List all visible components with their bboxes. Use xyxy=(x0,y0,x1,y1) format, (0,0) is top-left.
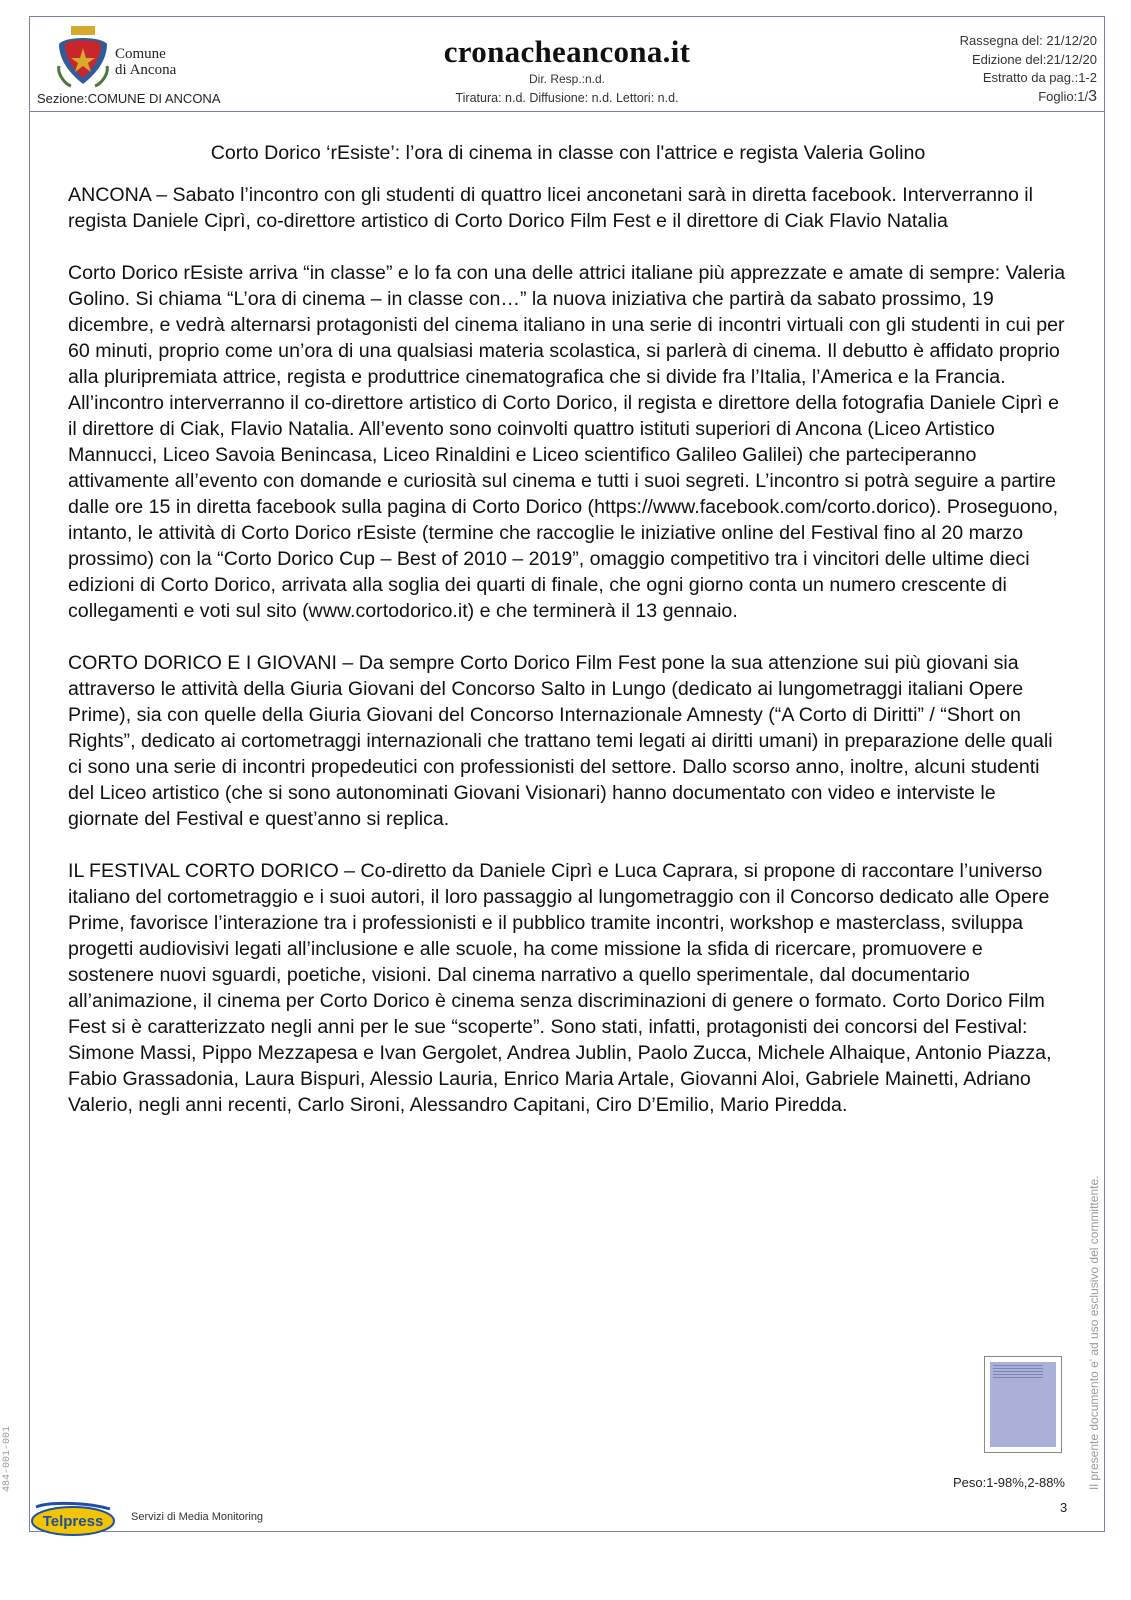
page-number: 3 xyxy=(1060,1500,1068,1515)
estratto-pages: Estratto da pag.:1-2 xyxy=(982,70,1097,85)
dir-resp: Dir. Resp.:n.d. xyxy=(528,72,606,86)
rassegna-date: Rassegna del: 21/12/20 xyxy=(959,33,1097,48)
foglio-count xyxy=(960,88,1097,107)
sezione-label: Sezione:COMUNE DI ANCONA xyxy=(37,91,221,106)
press-review-meta xyxy=(960,32,1097,106)
article-body xyxy=(68,140,1068,1144)
article-title: Corto Dorico ‘rEsiste’: l’ora di cinema in classe con l'attrice e regista Valeria Golino xyxy=(210,142,926,164)
comune-line-2: di Ancona xyxy=(115,62,177,78)
article-paragraph-1: ANCONA – Sabato l’incontro con gli studenti di quattro licei anconetani sarà in diretta facebook. Interverranno il regista Daniele Ciprì, co-direttore artistico di Corto Dorico Film Fest e il direttore di Ciak Flavio Natalia xyxy=(68,184,1033,232)
article-paragraph-3: CORTO DORICO E I GIOVANI – Da sempre Corto Dorico Film Fest pone la sua attenzione sui più giovani sia attraverso le attività della Giuria Giovani del Concorso Salto in Lungo (dedicato ai lungometraggi italiani Opere Prime), sia con quelle della Giuria Giovani del Concorso Internazionale Amnesty (“A Corto di Diritti” / “Short on Rights”, dedicato ai cortometraggi internazionali che trattano temi legati ai diritti umani) in preparazione delle quali ci sono una serie di incontri propedeutici con professionisti del settore. Dallo scorso anno, inoltre, alcuni studenti del Liceo artistico (che si sono autonominati Giovani Visionari) hanno documentato con video e interviste le giornate del Festival e quest’anno si replica. xyxy=(68,652,1053,830)
usage-note: Il presente documento e' ad uso esclusivo del committente. xyxy=(1087,1175,1101,1490)
telpress-logo xyxy=(30,1501,116,1537)
peso-label: Peso:1-98%,2-88% xyxy=(952,1475,1065,1490)
foglio-total: 3 xyxy=(1088,87,1097,105)
masthead-title: cronacheancona.it xyxy=(443,34,691,69)
foglio-label: Foglio:1/ xyxy=(1038,88,1089,104)
document-code: 484-001-001 xyxy=(2,1425,13,1492)
page-thumbnail-icon xyxy=(984,1356,1062,1453)
article-paragraph-2: Corto Dorico rEsiste arriva “in classe” e lo fa con una delle attrici italiane più apprezzate e amate di sempre: Valeria Golino. Si chiama “L’ora di cinema – in classe con…” la nuova iniziativa che partirà da sabato prossimo, 19 dicembre, e vedrà alternarsi protagonisti del cinema italiano in una serie di incontri virtuali con gli studenti in cui per 60 minuti, proprio come un’ora di una qualsiasi materia scolastica, si parlerà di cinema. Il debutto è affidato proprio alla pluripremiata attrice, regista e produttrice cinematografica che si divide fra l’Italia, l’America e la Francia. All’incontro interverranno il co-direttore artistico di Corto Dorico, il regista e direttore della fotografia Daniele Ciprì e il direttore di Ciak, Flavio Natalia. All’evento sono coinvolti quattro istituti superiori di Ancona (Liceo Artistico Mannucci, Liceo Savoia Benincasa, Liceo Rinaldini e Liceo scientifico Galileo Galilei) che parteciperanno attivamente all’evento con domande e curiosità sul cinema e tutti i suoi segreti. L’incontro si potrà seguire a partire dalle ore 15 in diretta facebook sulla pagina di Corto Dorico (https://www.facebook.com/corto.dorico). Proseguono, intanto, le attività di Corto Dorico rEsiste (termine che raccoglie le iniziative online del Festival fino al 20 marzo prossimo) con la “Corto Dorico Cup – Best of 2010 – 2019”, omaggio competitivo tra i vincitori delle ultime dieci edizioni di Corto Dorico, arrivata alla soglia dei quarti di finale, che ogni giorno conta un numero crescente di collegamenti e voti sul sito (www.cortodorico.it) e che terminerà il 13 gennaio. xyxy=(68,262,1066,622)
edizione-date: Edizione del:21/12/20 xyxy=(971,51,1097,67)
article-paragraph-4: IL FESTIVAL CORTO DORICO – Co-diretto da Daniele Ciprì e Luca Caprara, si propone di raccontare l’universo italiano del cortometraggio e i suoi autori, il loro passaggio al lungometraggio con il Concorso dedicato alle Opere Prime, favorisce l’interazione tra i professionisti e il pubblico tramite incontri, workshop e masterclass, sviluppa progetti audiovisivi legati all’inclusione e alle scuole, ha come missione la sfida di ricercare, promuovere e sostenere nuovi sguardi, poetiche, visioni. Dal cinema narrativo a quello sperimentale, dal documentario all’animazione, il cinema per Corto Dorico è cinema senza discriminazioni di genere o formato. Corto Dorico Film Fest si è caratterizzato negli anni per le sue “scoperte”. Sono stati, infatti, protagonisti dei concorsi del Festival: Simone Massi, Pippo Mezzapesa e Ivan Gergolet, Andrea Jublin, Paolo Zucca, Michele Alhaique, Antonio Piazza, Fabio Grassadonia, Laura Bispuri, Alessio Lauria, Enrico Maria Artale, Giovanni Aloi, Gabriele Mainetti, Adriano Valerio, negli anni recenti, Carlo Sironi, Alessandro Capitani, Ciro D’Emilio, Mario Piredda. xyxy=(68,860,1052,1116)
comune-line-1: Comune xyxy=(115,46,166,62)
tiratura-info: Tiratura: n.d. Diffusione: n.d. Lettori: n.d. xyxy=(455,91,679,105)
telpress-logo-text: Telpress xyxy=(42,1513,104,1530)
header xyxy=(29,16,1105,112)
servizi-label: Servizi di Media Monitoring xyxy=(131,1511,264,1523)
thumbnail-lines xyxy=(993,1365,1043,1379)
